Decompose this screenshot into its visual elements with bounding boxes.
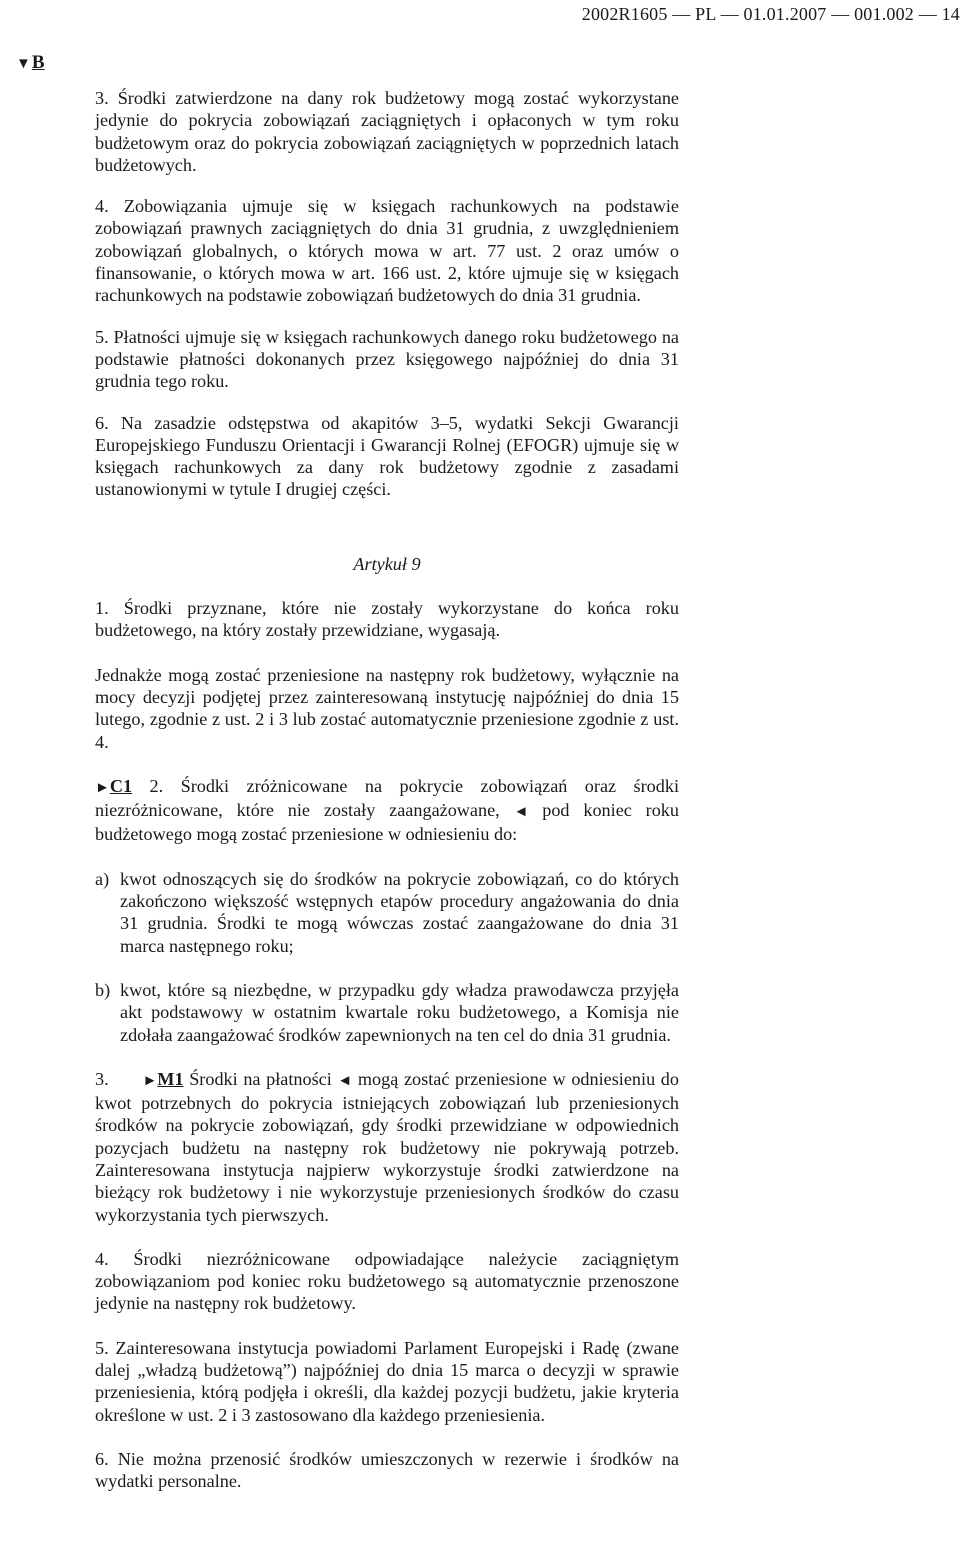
triangle-down-icon: ▼	[16, 56, 31, 72]
article-paragraph-3	[95, 1068, 679, 1226]
article-paragraph-5: 5. Zainteresowana instytucja powiadomi Parlament Europejski i Radę (zwane dalej „władzą budżetową”) najpóźniej do dnia 15 marca o decyzji w sprawie przeniesienia, którą podjęła i określi, dla każdej pozycji budżetu, jakie kryteria określone w ust. 2 i 3 zastosowano dla każdego przeniesienia.	[95, 1337, 679, 1425]
paragraph-6: 6. Na zasadzie odstępstwa od akapitów 3–5, wydatki Sekcji Gwarancji Europejskiego Funduszu Orientacji i Gwarancji Rolnej (EFOGR) ujmuje się w księgach rachunkowych za dany rok budżetowy zgodnie z zasadami ustanowionymi w tytule I drugiej części.	[95, 412, 679, 500]
article-paragraph-4: 4. Środki niezróżnicowane odpowiadające należycie zaciągniętym zobowiązaniom pod koniec roku budżetowego są automatycznie przenoszone jedynie na następny rok budżetowy.	[95, 1248, 679, 1314]
article-paragraph-6: 6. Nie można przenosić środków umieszczonych w rezerwie i środków na wydatki personalne.	[95, 1448, 679, 1492]
paragraph-3-number: 3.	[95, 1068, 109, 1089]
list-item-text: kwot, które są niezbędne, w przypadku gdy władza prawodawcza przyjęła akt podstawowy w ostatnim kwartale roku budżetowego, a Komisja nie zdołała zaangażować środków zapewnionych na ten cel do dnia 31 grudnia.	[120, 979, 679, 1045]
article-title: Artykuł 9	[353, 553, 421, 574]
amendment-open-arrow-icon: ►	[142, 1072, 158, 1089]
article-paragraph-1: 1. Środki przyznane, które nie zostały wykorzystane do końca roku budżetowego, na który zostały przewidziane, wygasają.	[95, 598, 679, 641]
document-body	[95, 87, 679, 1493]
list-item-b	[95, 979, 679, 1046]
list-item-text: kwot odnoszących się do środków na pokrycie zobowiązań, co do których zakończono większość wstępnych etapów procedury angażowania do dnia 31 grudnia. Środki te mogą wówczas zostać zaangażowane do dnia 31 marca następnego roku;	[120, 868, 679, 956]
list-item-a	[95, 868, 679, 957]
paragraph-3-text-after: mogą zostać przeniesione w odniesieniu do kwot potrzebnych do pokrycia istniejących zobowiązań lub przeniesionych środków na pokrycie zobowiązań, gdy środki przewidziane w odpowiednich pozycjach budżetu na następny rok budżetowy nie pokrywają potrzeb. Zainteresowana instytucja najpierw wykorzystuje środki zatwierdzone na bieżący rok budżetowy i nie wykorzystuje przeniesionych środków do czasu wykorzystania tych pierwszych.	[95, 1068, 679, 1225]
paragraph-2-text-after: pod koniec roku budżetowego mogą zostać przeniesione w odniesieniu do:	[95, 800, 679, 845]
amendment-open-arrow-icon: ►	[95, 779, 110, 796]
paragraph-4: 4. Zobowiązania ujmuje się w księgach rachunkowych na podstawie zobowiązań prawnych zaciągniętych do dnia 31 grudnia, z uwzględnieniem zobowiązań globalnych, o których mowa w art. 77 ust. 2 oraz umów o finansowanie, o których mowa w art. 166 ust. 2, które ujmuje się w księgach rachunkowych na podstawie zobowiązań budżetowych do dnia 31 grudnia.	[95, 196, 679, 306]
list-item-label: a)	[95, 868, 110, 889]
document-reference-header: 2002R1605 — PL — 01.01.2007 — 001.002 — 14	[581, 4, 960, 24]
amendment-marker-b	[16, 52, 45, 74]
amendment-close-arrow-icon: ◄	[513, 804, 529, 821]
paragraph-5: 5. Płatności ujmuje się w księgach rachunkowych danego roku budżetowego na podstawie płatności dokonanych przez księgowego najpóźniej do dnia 31 grudnia tego roku.	[95, 326, 679, 392]
article-paragraph-2	[95, 775, 679, 846]
amendment-ref-c1: C1	[109, 775, 133, 796]
paragraph-3: 3. Środki zatwierdzone na dany rok budżetowy mogą zostać wykorzystane jedynie do pokrycia zobowiązań zaciągniętych i opłaconych w tym roku budżetowym oraz do pokrycia zobowiązań zaciągniętych w poprzednich latach budżetowych.	[95, 88, 679, 175]
paragraph-3-text-before: Środki na płatności	[183, 1068, 338, 1089]
marker-label: B	[31, 52, 45, 73]
amendment-ref-m1: M1	[157, 1068, 184, 1089]
list-item-label: b)	[95, 979, 111, 1000]
amendment-close-arrow-icon: ◄	[337, 1072, 353, 1089]
article-paragraph-1-continued: Jednakże mogą zostać przeniesione na następny rok budżetowy, wyłącznie na mocy decyzji podjętej przez zainteresowaną instytucję najpóźniej do dnia 15 lutego, zgodnie z ust. 2 i 3 lub zostać automatycznie przeniesione zgodnie z ust. 4.	[95, 664, 679, 752]
paragraph-2-text-before: 2. Środki zróżnicowane na pokrycie zobowiązań oraz środki niezróżnicowane, które nie zostały zaangażowane,	[95, 775, 679, 821]
